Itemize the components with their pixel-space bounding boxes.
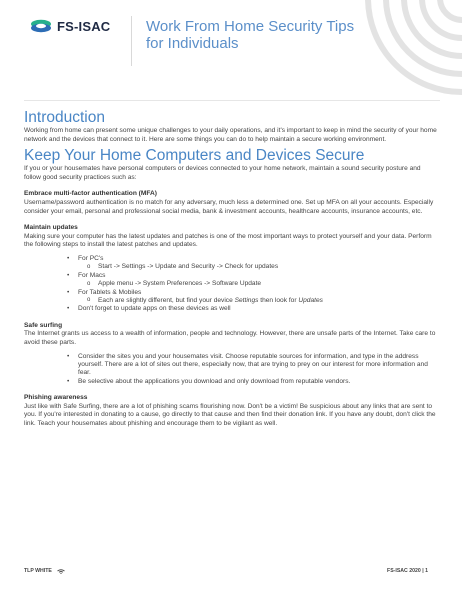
header-rule <box>24 100 440 101</box>
list-item <box>78 289 438 306</box>
keep-secure-text: If you or your housemates have personal computers or devices connected to your home network, maintain a sound security posture and follow good security practices such as: <box>24 165 421 181</box>
tlp-label: TLP WHITE <box>24 568 52 574</box>
logo-mark-icon <box>30 18 52 34</box>
phishing-text: Just like with Safe Surfing, there are a lot of phishing scams flourishing now. Don't be a victim! Be suspicious about any links that are sent to you. If you're interested in donating to a cause, go directly to that cause and then find their donation link. If you have any doubt, don't click the link. Teach your housemates about phishing and encourage them to be vigilant as well. <box>24 402 436 427</box>
introduction-text: Working from home can present some unique challenges to your daily operations, and it's important to keep in mind the security of your home network and the devices that connect to it. Here are some things you can do to help maintain a secure working environment. <box>24 127 437 143</box>
tablet-steps <box>78 297 438 305</box>
footer-page-number: FS-ISAC 2020 | 1 <box>387 568 428 574</box>
header-divider <box>131 16 132 66</box>
list-item <box>78 272 438 289</box>
list-item <box>78 255 438 272</box>
update-steps-list <box>24 255 438 314</box>
updates-subheading: Maintain updates <box>24 224 78 232</box>
keep-secure-heading: Keep Your Home Computers and Devices Secure <box>24 147 365 165</box>
main-content <box>24 109 438 429</box>
tablet-step-settings: Settings <box>234 296 259 304</box>
fs-isac-logo <box>30 18 110 34</box>
pc-steps <box>78 263 438 271</box>
tablet-step <box>98 297 438 305</box>
mfa-subheading: Embrace multi-factor authentication (MFA) <box>24 190 157 198</box>
footer-tlp <box>24 568 65 574</box>
safe-surfing-list <box>24 353 434 387</box>
list-item: • Be selective about the applications you download and only download from reputable vendors. <box>78 378 434 386</box>
pc-step: o Start -> Settings -> Update and Security -> Check for updates <box>98 263 438 271</box>
introduction-heading: Introduction <box>24 109 105 126</box>
decorative-arcs <box>350 0 462 110</box>
apps-update-item: • Don't forget to update apps on these devices as well <box>78 305 438 313</box>
tablet-step-text: Each are slightly different, but find your device <box>98 296 235 304</box>
mac-label: For Macs <box>78 271 106 279</box>
tablet-step-updates: Updates <box>298 296 323 304</box>
logo-text: FS-ISAC <box>57 18 111 34</box>
phishing-subheading: Phishing awareness <box>24 394 88 402</box>
mfa-text: Username/password authentication is no match for any adversary, much less a determined one. Set up MFA on all your accounts. Especially consider your email, personal and professional social media, bank & investment accounts, healthcare accounts, insurance accounts, etc. <box>24 198 434 215</box>
safe-surfing-text: The Internet grants us access to a wealth of information, people and technology. However, there are unsafe parts of the Internet. Take care to avoid these parts. <box>24 330 436 346</box>
tablet-label: For Tablets & Mobiles <box>78 288 142 296</box>
list-item: • Consider the sites you and your housemates visit. Choose reputable sources for information, and type in the address yourself. There are a lot of sites out there, especially now, that are trying to prey on our interest for more information and fear. <box>78 353 434 378</box>
updates-text: Making sure your computer has the latest updates and patches is one of the most important ways to protect yourself and your data. Perform the following steps to install the latest patches and updates. <box>24 232 432 249</box>
safe-surfing-subheading: Safe surfing <box>24 321 63 329</box>
mac-steps <box>78 280 438 288</box>
document-title: Work From Home Security Tips for Individuals <box>146 18 355 52</box>
mac-step: o Apple menu -> System Preferences -> Software Update <box>98 280 438 288</box>
pc-label: For PC's <box>78 254 104 262</box>
tablet-step-text-2: then look for <box>258 296 299 304</box>
tlp-icon <box>57 569 65 574</box>
